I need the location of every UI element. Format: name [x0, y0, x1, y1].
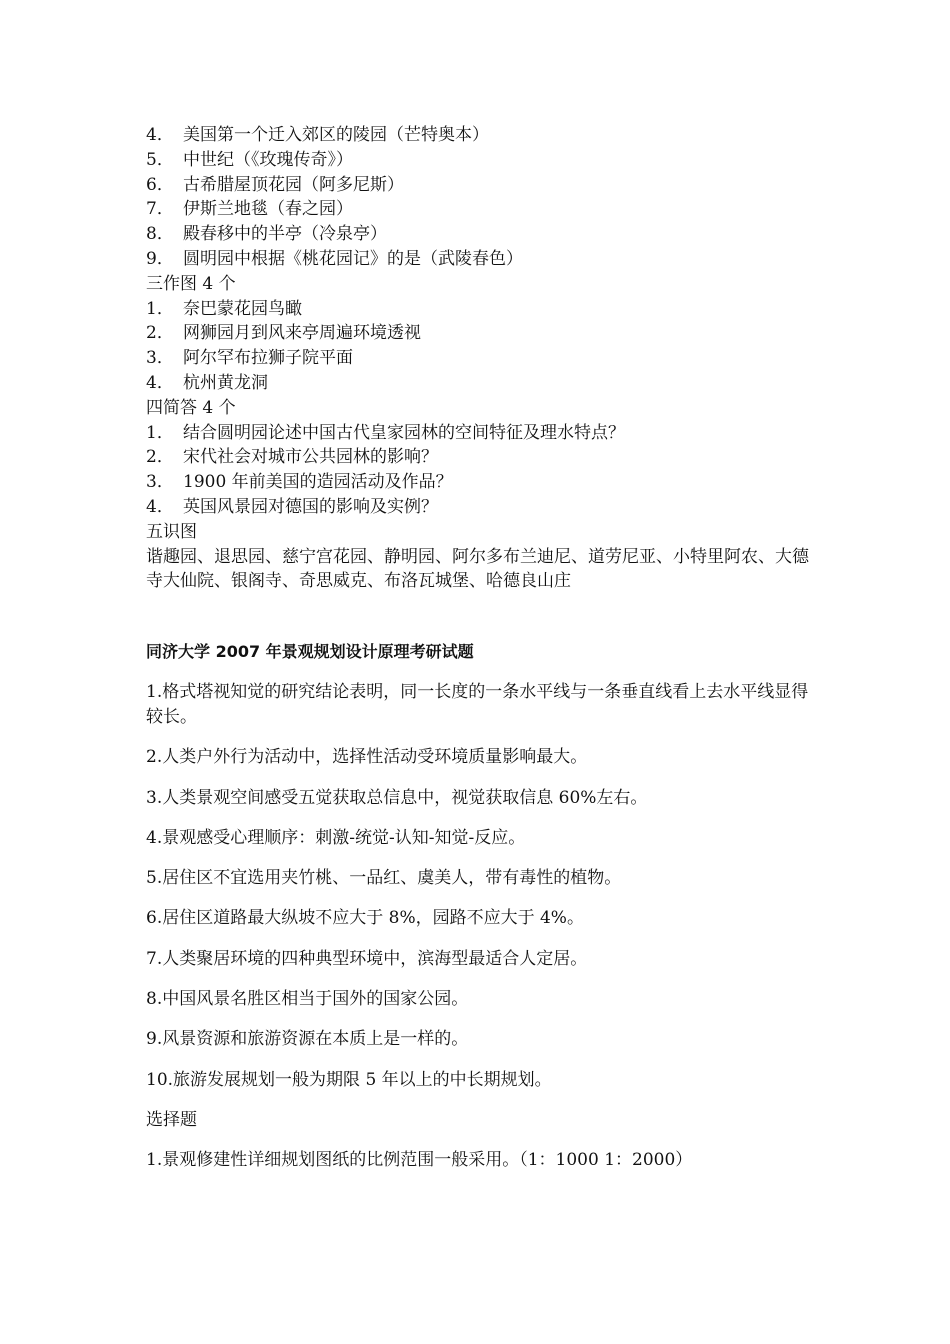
- item-number: 9．: [146, 248, 174, 269]
- section-drawing: [146, 272, 816, 396]
- item-text: 古希腊屋顶花园（阿多尼斯）: [183, 174, 404, 195]
- item-number: 2．: [146, 323, 174, 344]
- item-number: 8．: [146, 224, 174, 245]
- statement: 7.人类聚居环境的四种典型环境中，滨海型最适合人定居。: [146, 948, 588, 969]
- choice-heading: 选择题: [146, 1109, 197, 1130]
- list-item: [146, 123, 816, 148]
- list-item: [146, 371, 816, 396]
- item-number: 2．: [146, 447, 174, 468]
- list-item: [146, 421, 816, 446]
- item-text: 伊斯兰地毯（春之园）: [183, 199, 353, 220]
- item-text: 殿春移中的半亭（冷泉亭）: [183, 224, 387, 245]
- statement: 3.人类景观空间感受五觉获取总信息中，视觉获取信息 60%左右。: [146, 787, 648, 808]
- statement: 5.居住区不宜选用夹竹桃、一品红、虞美人，带有毒性的植物。: [146, 868, 622, 889]
- item-text: 结合圆明园论述中国古代皇家园林的空间特征及理水特点？: [183, 422, 625, 443]
- exam-title: 同济大学 2007 年景观规划设计原理考研试题: [146, 642, 474, 662]
- list-item: [146, 445, 816, 470]
- item-text: 奈巴蒙花园鸟瞰: [183, 298, 302, 319]
- list-item: [146, 470, 816, 495]
- document-page: [146, 123, 816, 1189]
- statement: 1.格式塔视知觉的研究结论表明，同一长度的一条水平线与一条垂直线看上去水平线显得较长。: [146, 682, 809, 727]
- statements: [146, 680, 816, 1092]
- item-text: 杭州黄龙洞: [183, 372, 268, 393]
- item-text: 英国风景园对德国的影响及实例？: [183, 496, 438, 517]
- item-number: 4．: [146, 372, 174, 393]
- item-number: 5．: [146, 149, 174, 170]
- section-short-answer: [146, 396, 816, 520]
- list-item: [146, 346, 816, 371]
- item-number: 4．: [146, 125, 174, 145]
- statement: 6.居住区道路最大纵坡不应大于 8%，园路不应大于 4%。: [146, 908, 584, 929]
- item-text: 中世纪（《玫瑰传奇》）: [183, 149, 353, 170]
- statement: 2.人类户外行为活动中，选择性活动受环境质量影响最大。: [146, 747, 588, 768]
- statement: 9.风景资源和旅游资源在本质上是一样的。: [146, 1029, 469, 1050]
- section-heading: 五识图: [146, 521, 197, 542]
- item-number: 1．: [146, 422, 174, 443]
- list-item: [146, 297, 816, 322]
- list-item: [146, 222, 816, 247]
- list-a: [146, 123, 816, 272]
- statement: 8.中国风景名胜区相当于国外的国家公园。: [146, 989, 469, 1010]
- item-number: 6．: [146, 174, 174, 195]
- item-text: 美国第一个迁入郊区的陵园（芒特奥本）: [183, 125, 489, 145]
- item-text: 阿尔罕布拉狮子院平面: [183, 348, 353, 369]
- statement: 10.旅游发展规划一般为期限 5 年以上的中长期规划。: [146, 1069, 552, 1090]
- section-heading: 三作图 4 个: [146, 273, 236, 294]
- section-heading: 四简答 4 个: [146, 397, 236, 418]
- item-text: 1900 年前美国的造园活动及作品？: [183, 472, 453, 493]
- item-number: 3．: [146, 472, 174, 493]
- item-number: 4．: [146, 496, 174, 517]
- item-number: 1．: [146, 298, 174, 319]
- list-item: [146, 148, 816, 173]
- item-number: 7．: [146, 199, 174, 220]
- identify-list-text: 谐趣园、退思园、慈宁宫花园、静明园、阿尔多布兰迪尼、道劳尼亚、小特里阿农、大德寺大仙院、银阁寺、奇思威克、布洛瓦城堡、哈德良山庄: [146, 546, 809, 592]
- section-identify: [146, 520, 816, 594]
- item-text: 宋代社会对城市公共园林的影响？: [183, 447, 438, 468]
- list-item: [146, 321, 816, 346]
- item-number: 3．: [146, 348, 174, 369]
- item-text: 网狮园月到风来亭周遍环境透视: [183, 323, 421, 344]
- statement: 4.景观感受心理顺序：刺激-统觉-认知-知觉-反应。: [146, 827, 526, 848]
- choice-item: 1.景观修建性详细规划图纸的比例范围一般采用。（1：1000 1：2000）: [146, 1150, 693, 1171]
- list-item: [146, 247, 816, 272]
- list-item: [146, 495, 816, 520]
- list-item: [146, 197, 816, 222]
- list-item: [146, 173, 816, 198]
- item-text: 圆明园中根据《桃花园记》的是（武陵春色）: [183, 248, 523, 269]
